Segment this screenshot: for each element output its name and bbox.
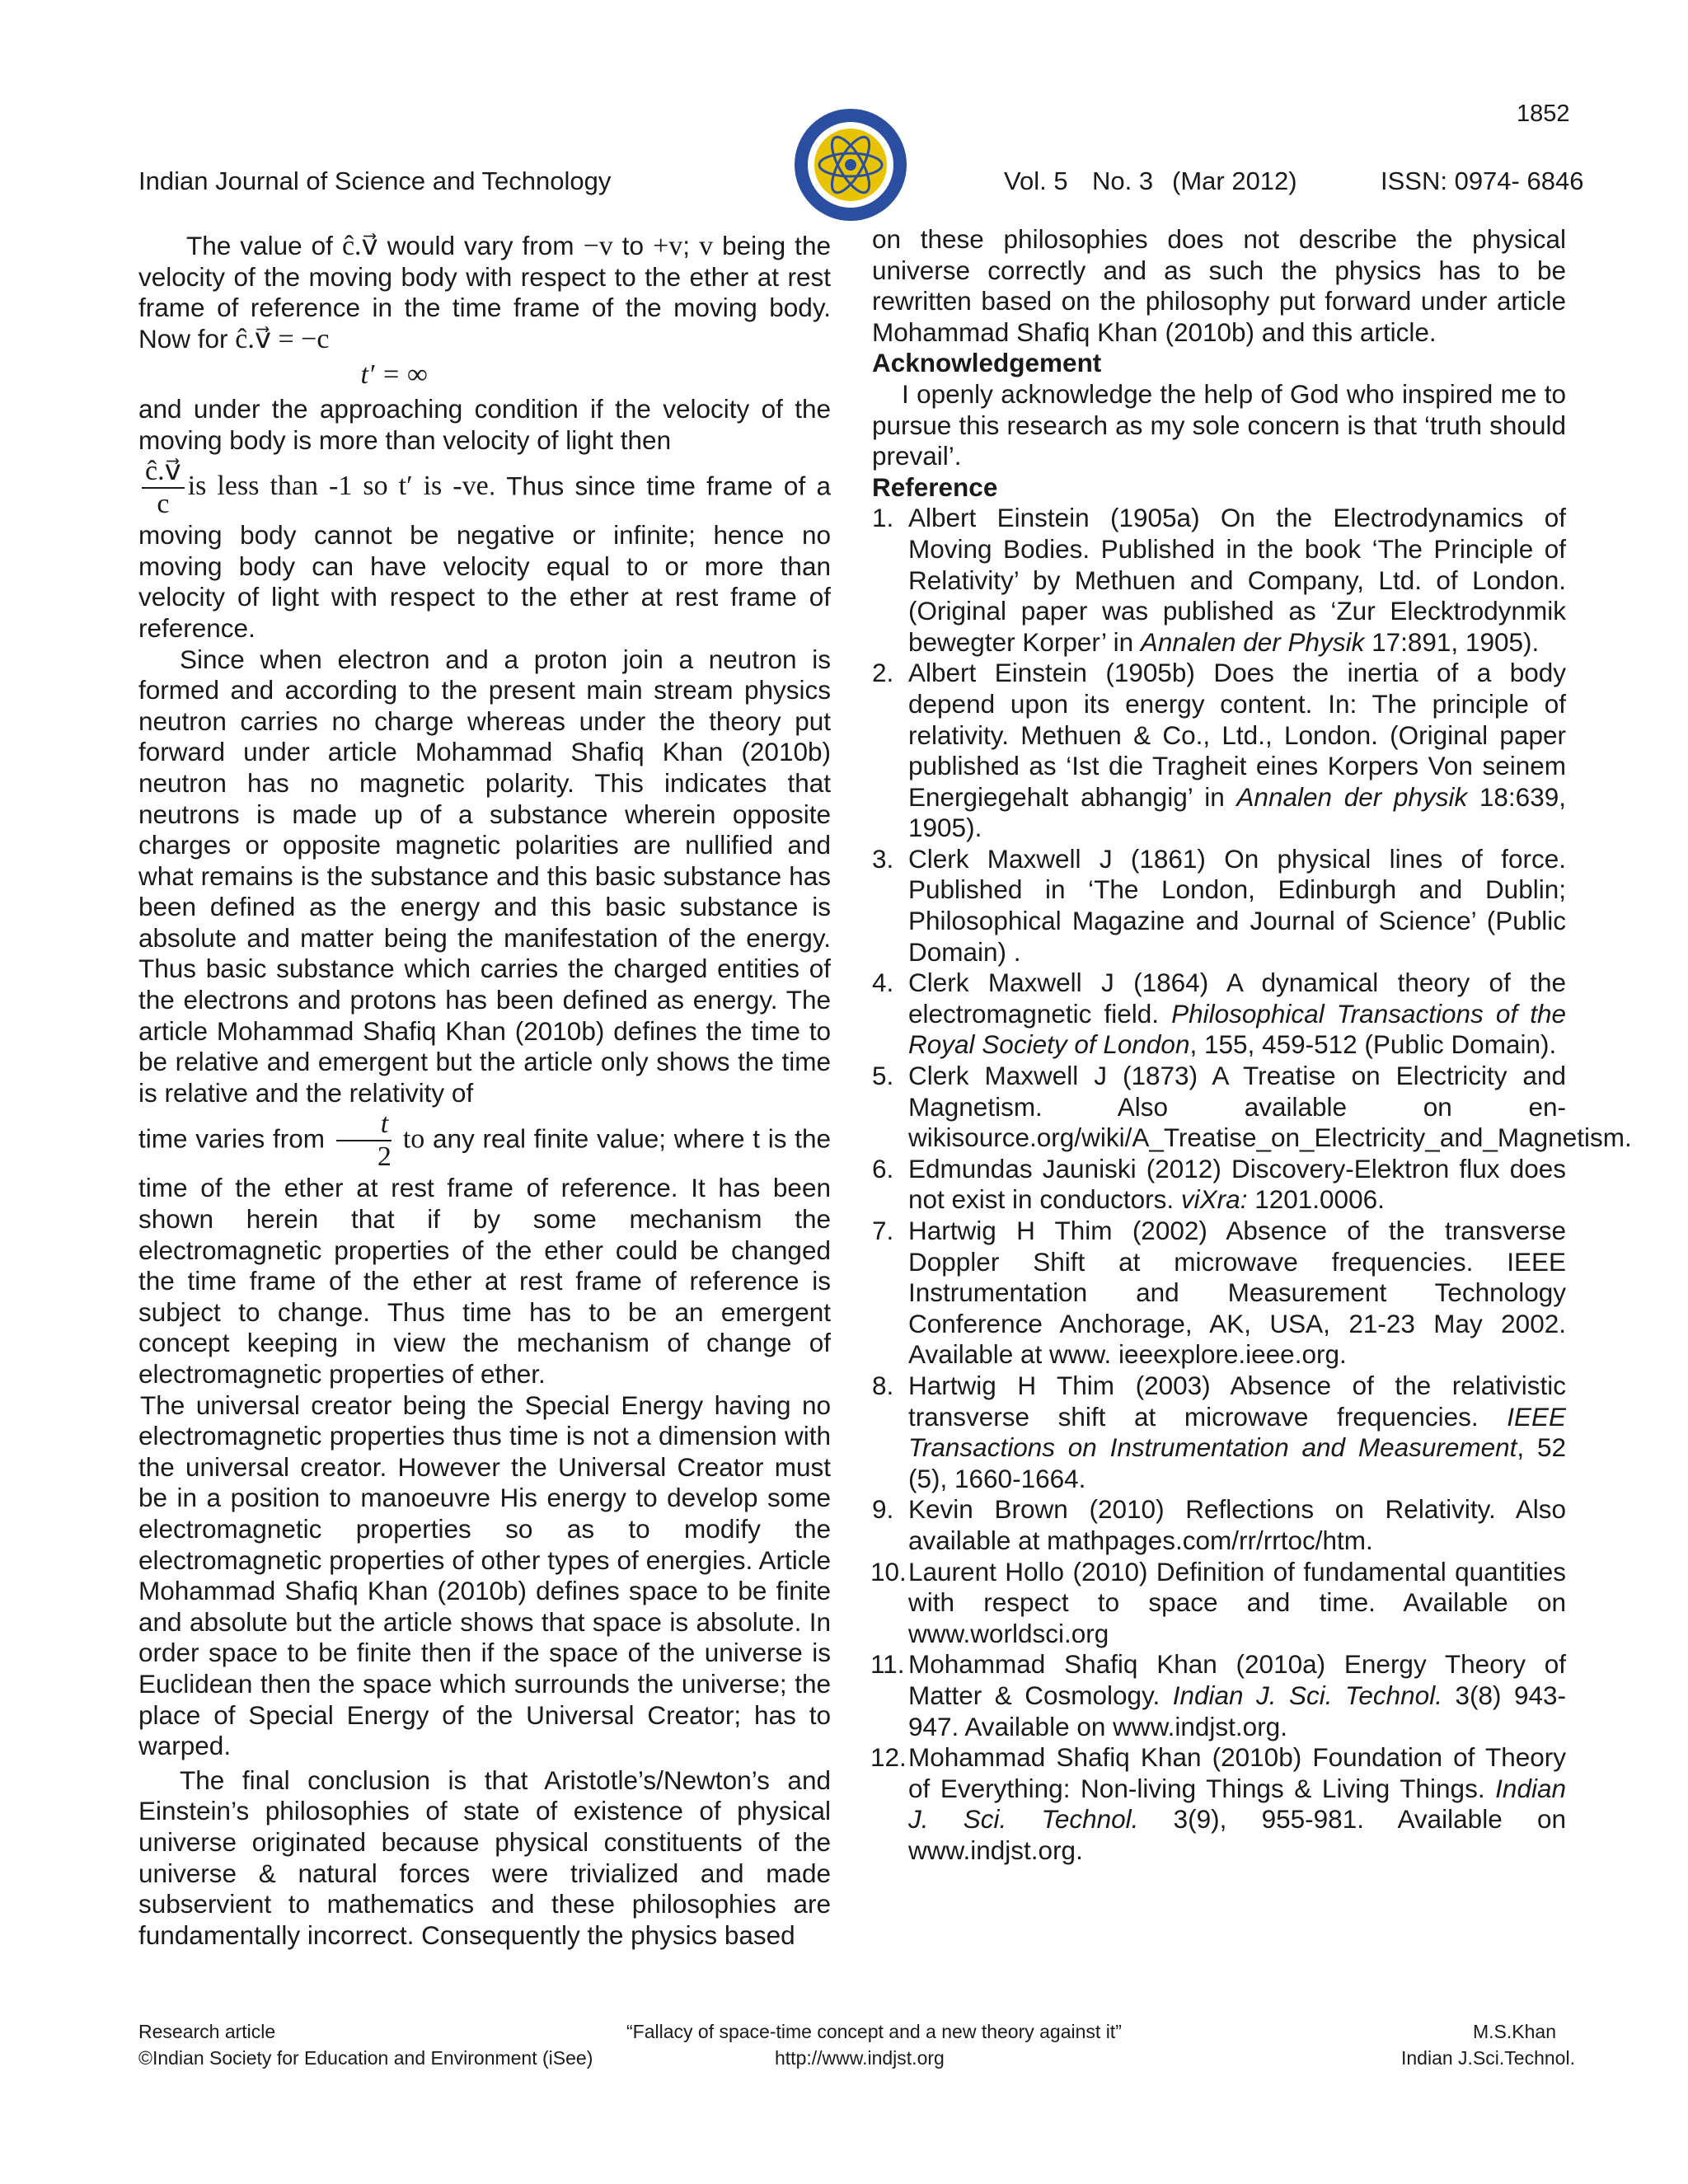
reference-text: Hartwig H Thim (2003) Absence of the relativistic transverse shift at microwave frequencies. <box>908 1370 1566 1432</box>
reference-number: 3. <box>872 843 894 874</box>
paragraph-continued: on these philosophies does not describe the physical universe correctly and as such the physics has to be rewritten based on the philosophy put forward under article Mohammad Shafiq Khan (2010b) and this article. <box>872 224 1566 347</box>
reference-journal: Annalen der physik <box>1236 781 1468 812</box>
reference-number: 9. <box>872 1494 894 1525</box>
fraction-t-over-2: $\frac{t}{2}$ <box>336 1108 392 1173</box>
reference-text: Mohammad Shafiq Khan (2010b) Foundation of Theory of Everything: Non-living Things & Living Things. <box>908 1742 1566 1803</box>
footer-author: M.S.Khan <box>1473 2021 1556 2042</box>
acknowledgement-heading: Acknowledgement <box>872 348 1102 378</box>
reference-item <box>872 1371 1566 1494</box>
volume: Vol. 5 <box>1004 166 1068 195</box>
reference-list <box>870 503 1632 1866</box>
reference-item <box>872 1216 1566 1371</box>
reference-number: 10. <box>870 1556 907 1586</box>
reference-text: Clerk Maxwell J (1873) A Treatise on Electricity and Magnetism. Also available on en-wikisource.org/wiki/A_Treatise_on_Electricity_and_Magnetism. <box>908 1061 1632 1153</box>
reference-number: 12. <box>870 1742 907 1773</box>
reference-text: Clerk Maxwell J (1864) A dynamical theory of the electromagnetic field. <box>908 968 1566 1029</box>
page-number: 1852 <box>1517 101 1570 127</box>
reference-number: 2. <box>872 658 894 688</box>
reference-number: 5. <box>872 1061 894 1091</box>
reference-item <box>872 968 1566 1061</box>
left-column <box>138 231 831 1951</box>
reference-details: 18:639, 1905). <box>908 781 1566 843</box>
reference-number: 1. <box>872 503 894 533</box>
reference-text: Clerk Maxwell J (1861) On physical lines of force. Published in ‘The London, Edinburgh and Dublin; Philosophical Magazine and Journal of Science’ (Public Domain) . <box>908 843 1566 967</box>
reference-journal: Indian J. Sci. Technol. <box>908 1773 1566 1835</box>
logo-nucleus <box>845 159 856 171</box>
reference-item <box>872 1061 1632 1154</box>
reference-text: Mohammad Shafiq Khan (2010a) Energy Theory of Matter & Cosmology. <box>908 1649 1566 1710</box>
reference-number: 6. <box>872 1153 894 1183</box>
reference-text: Albert Einstein (1905b) Does the inertia of a body depend upon its energy content. In: The principle of relativity. Methuen & Co., Ltd., London. (Original paper published as ‘Ist die Tragheit eines Korpers Von seinem Energiegehalt abhangig’ in <box>908 658 1566 812</box>
reference-journal: viXra: <box>1180 1184 1248 1215</box>
footer-url[interactable]: http://www.indjst.org <box>775 2047 945 2069</box>
reference-number: 11. <box>870 1649 905 1680</box>
footer-article-type: Research article <box>138 2021 276 2042</box>
reference-text: Kevin Brown (2010) Reflections on Relativity. Also available at mathpages.com/rr/rrtoc/htm. <box>908 1494 1566 1555</box>
reference-journal: Annalen der Physik <box>1140 626 1365 657</box>
reference-journal: IEEE Transactions on Instrumentation and Measurement <box>908 1401 1566 1463</box>
reference-text: Hartwig H Thim (2002) Absence of the transverse Doppler Shift at microwave frequencies. IEEE Instrumentation and Measurement Technology Conference Anchorage, AK, USA, 21-23 May 2002. Available at www. ieeexplore.ieee.org. <box>908 1216 1566 1370</box>
journal-logo <box>793 107 908 223</box>
paragraph-3: Since when electron and a proton join a neutron is formed and according to the present main stream physics neutron carries no charge whereas under the theory put forward under article Mohammad Shafiq Khan (2010b) neutron has no magnetic polarity. This indicates that neutrons is made up of a substance wherein opposite charges or opposite magnetic polarities are nullified and what remains is the substance and this basic substance has been defined as the energy and this basic substance is absolute and matter being the manifestation of the energy. Thus basic substance which carries the charged entities of the electrons and protons has been defined as energy. The article Mohammad Shafiq Khan (2010b) defines the time to be relative and emergent but the article only shows the time is relative and the relativity of time varies from $\frac{t}{2}$ to any real finite value; where t is the time of the ether at rest frame of reference. It has been shown herein that if by some mechanism the electromagnetic properties of the ether could be changed the time frame of the ether at rest frame of reference is subject to change. Thus time has to be an emergent concept keeping in view the mechanism of change of electromagnetic properties of ether. <box>138 644 831 1389</box>
right-column <box>870 224 1632 1866</box>
reference-journal: Philosophical Transactions of the Royal Society of London <box>908 998 1566 1060</box>
reference-item <box>872 658 1566 844</box>
reference-text: Albert Einstein (1905a) On the Electrodynamics of Moving Bodies. Published in the book ‘The Principle of Relativity’ by Methuen and Company, Ltd. of London.(Original paper was published as ‘Zur Elecktrodynmik bewegter Korper’ in <box>908 503 1566 657</box>
reference-text: Edmundas Jauniski (2012) Discovery-Elektron flux does not exist in conductors. <box>908 1153 1566 1215</box>
acknowledgement-text: I openly acknowledge the help of God who inspired me to pursue this research as my sole concern is that ‘truth should prevail’. <box>872 378 1566 471</box>
reference-item <box>872 503 1566 658</box>
paragraph-5: The final conclusion is that Aristotle’s/Newton’s and Einstein’s philosophies of state of existence of physical universe originated because physical constituents of the universe & natural forces were trivialized and made subservient to mathematics and these philosophies are fundamentally incorrect. Consequently the physics based <box>138 1765 831 1950</box>
reference-details: 1201.0006. <box>1247 1184 1385 1215</box>
footer-article-title: “Fallacy of space-time concept and a new theory against it” <box>626 2021 1122 2042</box>
reference-journal: Indian J. Sci. Technol. <box>1172 1680 1442 1710</box>
paragraph-4: The universal creator being the Special Energy having no electromagnetic properties thus time is not a dimension with the universal creator. However the Universal Creator must be in a position to manoeuvre His energy to develop some electromagnetic properties so as to modify the electromagnetic properties of other types of energies. Article Mohammad Shafiq Khan (2010b) defines space to be finite and absolute but the article shows that space is absolute. In order space to be finite then if the space of the universe is Euclidean then the space which surrounds the universe; the place of Special Energy of the Universal Creator; has to warped. <box>138 1390 831 1761</box>
fraction-cv-over-c: $\frac{ĉ.v⃗}{c}$ <box>142 456 185 520</box>
reference-item <box>872 844 1566 968</box>
journal-title: Indian Journal of Science and Technology <box>138 166 612 195</box>
reference-details: 3(8) 943-947. Available on www.indjst.org. <box>908 1680 1566 1741</box>
reference-item <box>872 1494 1566 1556</box>
reference-details: 3(9), 955-981. Available on www.indjst.org. <box>908 1804 1566 1865</box>
equation-t-prime-infinity: t′ = ∞ <box>360 359 428 391</box>
reference-details: , 155, 459-512 (Public Domain). <box>1189 1029 1557 1060</box>
reference-text: Laurent Hollo (2010) Definition of fundamental quantities with respect to space and time. Available on www.worldsci.org <box>908 1556 1566 1648</box>
reference-item <box>872 1557 1566 1650</box>
reference-item <box>872 1742 1566 1866</box>
reference-details: , 52 (5), 1660-1664. <box>908 1432 1566 1493</box>
issue-number: No. 3 <box>1092 166 1154 195</box>
paragraph-2: and under the approaching condition if the velocity of the moving body is more than velocity of light then $\frac{ĉ.v⃗}{c}$ is less than -1 so t′ is -ve. Thus since time frame of a moving body cannot be negative or infinite; hence no moving body can have velocity equal to or more than velocity of light with respect to the ether at rest frame of reference. <box>138 393 832 643</box>
reference-item <box>872 1649 1566 1742</box>
reference-number: 8. <box>872 1370 894 1400</box>
reference-heading: Reference <box>872 471 998 502</box>
issn: ISSN: 0974- 6846 <box>1381 166 1584 195</box>
reference-details: 17:891, 1905). <box>1364 626 1540 657</box>
reference-number: 7. <box>872 1216 894 1245</box>
footer-journal-abbr: Indian J.Sci.Technol. <box>1401 2047 1575 2069</box>
reference-item <box>872 1154 1566 1216</box>
footer-society: ©Indian Society for Education and Environment (iSee) <box>138 2047 593 2069</box>
reference-number: 4. <box>872 968 894 998</box>
issue-date: (Mar 2012) <box>1172 166 1297 195</box>
paragraph-1: The value of ĉ.v⃗ would vary from −v to +v; v being the velocity of the moving body with respect to the ether at rest frame of reference in the time frame of the moving body. Now for ĉ.v⃗ = −c <box>138 231 831 354</box>
